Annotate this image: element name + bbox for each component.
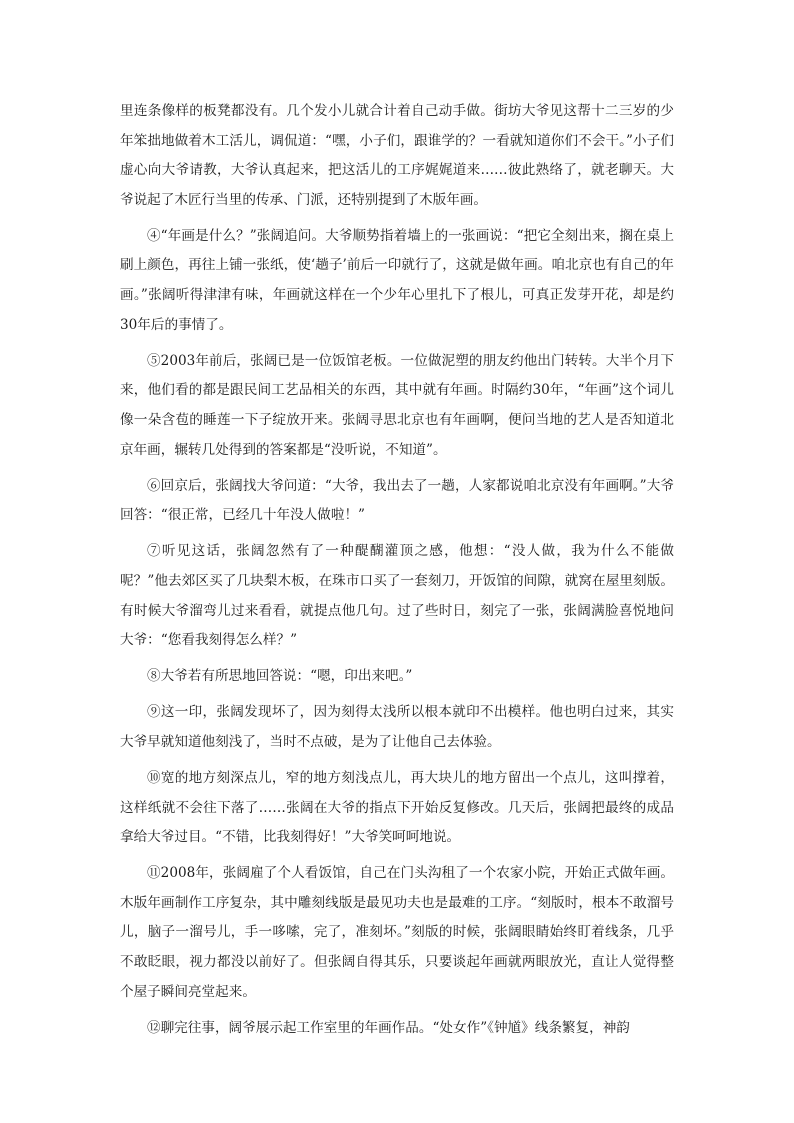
- paragraph-8: ⑧大爷若有所思地回答说：“嗯，印出来吧。”: [147, 668, 413, 685]
- paragraph-4: ④“年画是什么？”张阔追问。大爷顺势指着墙上的一张画说：“把它全刻出来，搁在桌上刷上颜色，再往上铺一张纸，使‘趟子’前后一印就行了，这就是做年画。咱北京也有自己的年画。”张阔听得津津有味，年画就这样在一个少年心里扎下了根儿，可真正发芽开花，却是约30年后的事情了。: [120, 227, 674, 333]
- paragraph-6: ⑥回京后，张阔找大爷问道：“大爷，我出去了一趟，人家都说咱北京没有年画啊。”大爷回答：“很正常，已经几十年没人做啦！”: [120, 477, 674, 524]
- paragraph-10: ⑩宽的地方刻深点儿，窄的地方刻浅点儿，再大块儿的地方留出一个点儿，这叫撑着，这样纸就不会往下落了……张阔在大爷的指点下开始反复修改。几天后，张阔把最终的成品拿给大爷过目。“不错，比我刻得好！”大爷笑呵呵地说。: [120, 769, 674, 846]
- paragraph-11: ⑪2008年，张阔雇了个人看饭馆，自己在门头沟租了一个农家小院，开始正式做年画。木版年画制作工序复杂，其中雕刻线版是最见功夫也是最难的工序。“刻版时，根本不敢溜号儿，脑子一溜号儿，手一哆嗦，完了，准刻坏。”刻版的时候，张阔眼睛始终盯着线条，几乎不敢眨眼，视力都没以前好了。但张阔自得其乐，只要谈起年画就两眼放光，直让人觉得整个屋子瞬间亮堂起来。: [120, 865, 674, 1000]
- paragraph-5: ⑤2003年前后，张阔已是一位饭馆老板。一位做泥塑的朋友约他出门转转。大半个月下来，他们看的都是跟民间工艺品相关的东西，其中就有年画。时隔约30年，“年画”这个词儿像一朵含苞的睡莲一下子绽放开来。张阔寻思北京也有年画啊，便问当地的艺人是否知道北京年画，辗转几处得到的答案都是“没听说，不知道”。: [120, 352, 674, 458]
- paragraph-7: ⑦听见这话，张阔忽然有了一种醍醐灌顶之感，他想：“没人做，我为什么不能做呢？”他去郊区买了几块梨木板，在珠市口买了一套刻刀，开饭馆的间隙，就窝在屋里刻版。有时候大爷溜弯儿过来看看，就提点他几句。过了些时日，刻完了一张，张阔满脸喜悦地问大爷：“您看我刻得怎么样？”: [120, 543, 674, 649]
- article-body: [120, 97, 674, 1043]
- paragraph-9: ⑨这一印，张阔发现坏了，因为刻得太浅所以根本就印不出模样。他也明白过来，其实大爷早就知道他刻浅了，当时不点破，是为了让他自己去体验。: [120, 704, 674, 750]
- paragraph-continued: 里连条像样的板凳都没有。几个发小儿就合计着自己动手做。街坊大爷见这帮十二三岁的少年笨拙地做着木工活儿，调侃道：“嘿，小子们，跟谁学的？一看就知道你们不会干。”小子们虚心向大爷请教，大爷认真起来，把这活儿的工序娓娓道来……彼此熟络了，就老聊天。大爷说起了木匠行当里的传承、门派，还特别提到了木版年画。: [120, 103, 674, 208]
- paragraph-12: ⑫聊完往事，阔爷展示起工作室里的年画作品。“处女作”《钟馗》线条繁复，神韵: [147, 1019, 630, 1036]
